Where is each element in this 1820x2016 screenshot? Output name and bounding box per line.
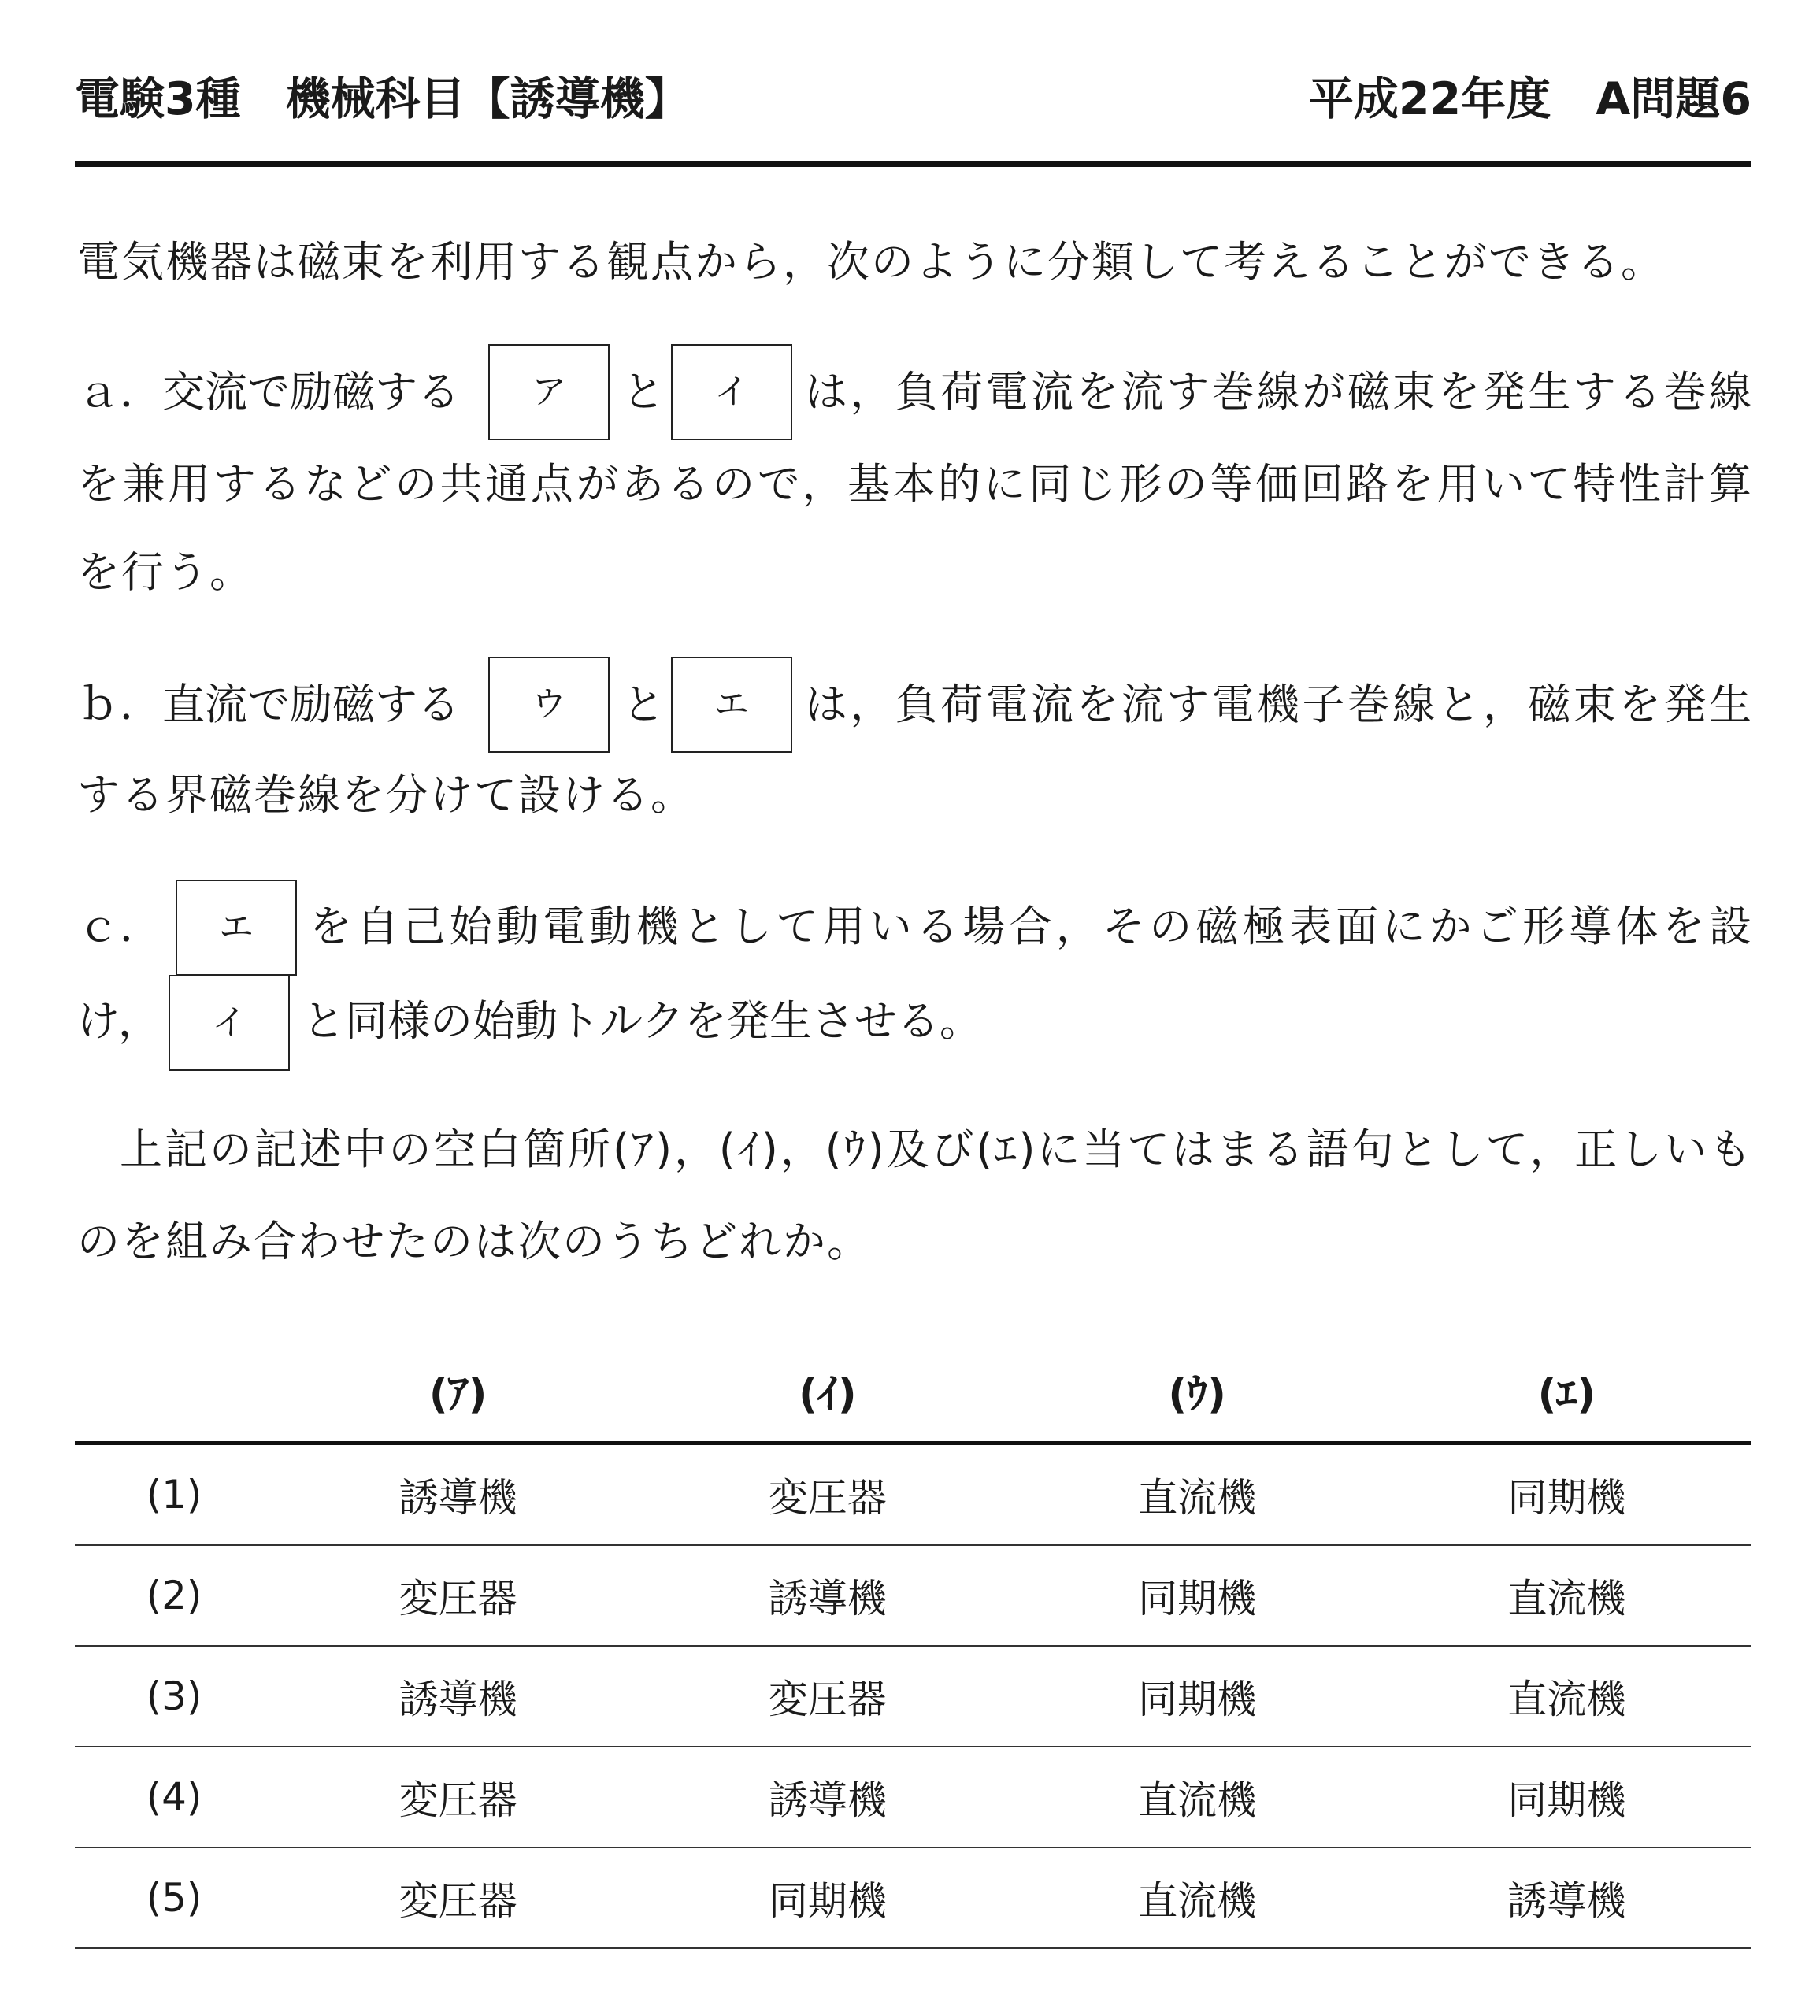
item-a-line3: を行う。 <box>77 547 254 597</box>
table-cell: 変圧器 <box>643 1443 1012 1546</box>
table-cell: 同期機 <box>1013 1545 1382 1646</box>
blank-e <box>671 657 792 753</box>
header-cell-blank <box>75 1339 273 1443</box>
table-cell: 誘導機 <box>273 1443 643 1546</box>
page-header <box>75 68 1751 131</box>
header-cell-u: (ｳ) <box>1013 1339 1382 1443</box>
choice-number: (3) <box>75 1646 273 1747</box>
table-row <box>75 1443 1751 1546</box>
blank-i-c-label: イ <box>212 1002 246 1043</box>
table-cell: 誘導機 <box>273 1646 643 1747</box>
blank-i <box>671 344 792 440</box>
blank-a-label: ア <box>532 372 566 412</box>
choice-number: (5) <box>75 1847 273 1948</box>
table-row <box>75 1545 1751 1646</box>
item-c-prefix: ｃ． <box>77 902 162 951</box>
table-row <box>75 1747 1751 1847</box>
blank-i-c <box>169 975 290 1071</box>
table-cell: 誘導機 <box>643 1747 1012 1847</box>
item-c-line2-rest: と同様の始動トルクを発生させる。 <box>302 996 982 1046</box>
table-cell: 同期機 <box>1382 1747 1751 1847</box>
table-cell: 同期機 <box>1382 1443 1751 1546</box>
table-cell: 直流機 <box>1013 1443 1382 1546</box>
item-b-line2: する界磁巻線を分けて設ける。 <box>77 770 695 820</box>
table-cell: 直流機 <box>1382 1545 1751 1646</box>
blank-u <box>488 657 610 753</box>
blank-e-label: エ <box>714 684 749 724</box>
subject-title: 電験3種 機械科目【誘導機】 <box>75 73 690 125</box>
choice-number: (4) <box>75 1747 273 1847</box>
blank-a <box>488 344 610 440</box>
header-rule <box>75 161 1751 167</box>
table-row <box>75 1847 1751 1948</box>
intro-text: 電気機器は磁束を利用する観点から，次のように分類して考えることができる。 <box>77 237 1665 287</box>
table-cell: 変圧器 <box>643 1646 1012 1747</box>
table-row <box>75 1646 1751 1747</box>
item-a-line2: を兼用するなどの共通点があるので，基本的に同じ形の等価回路を用いて特性計算 <box>77 459 1751 509</box>
choice-number: (1) <box>75 1443 273 1546</box>
table-cell: 誘導機 <box>643 1545 1012 1646</box>
blank-i-label: イ <box>714 372 749 412</box>
table-cell: 同期機 <box>1013 1646 1382 1747</box>
item-b-line1-rest: は，負荷電流を流す電機子巻線と，磁束を発生 <box>805 680 1751 729</box>
table-cell: 同期機 <box>643 1847 1012 1948</box>
item-a-prefix: ａ．交流で励磁する <box>77 367 460 417</box>
exam-year-problem: 平成22年度 A問題6 <box>1308 73 1751 125</box>
table-header-row <box>75 1339 1751 1443</box>
header-cell-e: (ｴ) <box>1382 1339 1751 1443</box>
item-c-line2-prefix: け， <box>77 996 161 1046</box>
table-cell: 変圧器 <box>273 1545 643 1646</box>
item-b-prefix: ｂ．直流で励磁する <box>77 680 460 729</box>
blank-e-c-label: エ <box>219 907 254 947</box>
table-cell: 直流機 <box>1013 1847 1382 1948</box>
question-line2: のを組み合わせたのは次のうちどれか。 <box>77 1217 871 1266</box>
item-b-conjunction: と <box>622 680 665 729</box>
item-a-conjunction: と <box>622 367 665 417</box>
answer-choices-table <box>75 1339 1751 1949</box>
question-line1: 上記の記述中の空白箇所(ｱ)，(ｲ)，(ｳ)及び(ｴ)に当てはまる語句として，正しいも <box>120 1125 1751 1174</box>
table-cell: 変圧器 <box>273 1747 643 1847</box>
item-a-line1-rest: は，負荷電流を流す巻線が磁束を発生する巻線 <box>805 367 1751 417</box>
table-cell: 直流機 <box>1013 1747 1382 1847</box>
header-cell-a: (ｱ) <box>273 1339 643 1443</box>
blank-e-c <box>176 880 297 976</box>
item-c-line1-rest: を自己始動電動機として用いる場合，その磁極表面にかご形導体を設 <box>310 902 1751 951</box>
choice-number: (2) <box>75 1545 273 1646</box>
table-cell: 直流機 <box>1382 1646 1751 1747</box>
header-cell-i: (ｲ) <box>643 1339 1012 1443</box>
table-cell: 変圧器 <box>273 1847 643 1948</box>
blank-u-label: ウ <box>532 684 566 724</box>
table-cell: 誘導機 <box>1382 1847 1751 1948</box>
